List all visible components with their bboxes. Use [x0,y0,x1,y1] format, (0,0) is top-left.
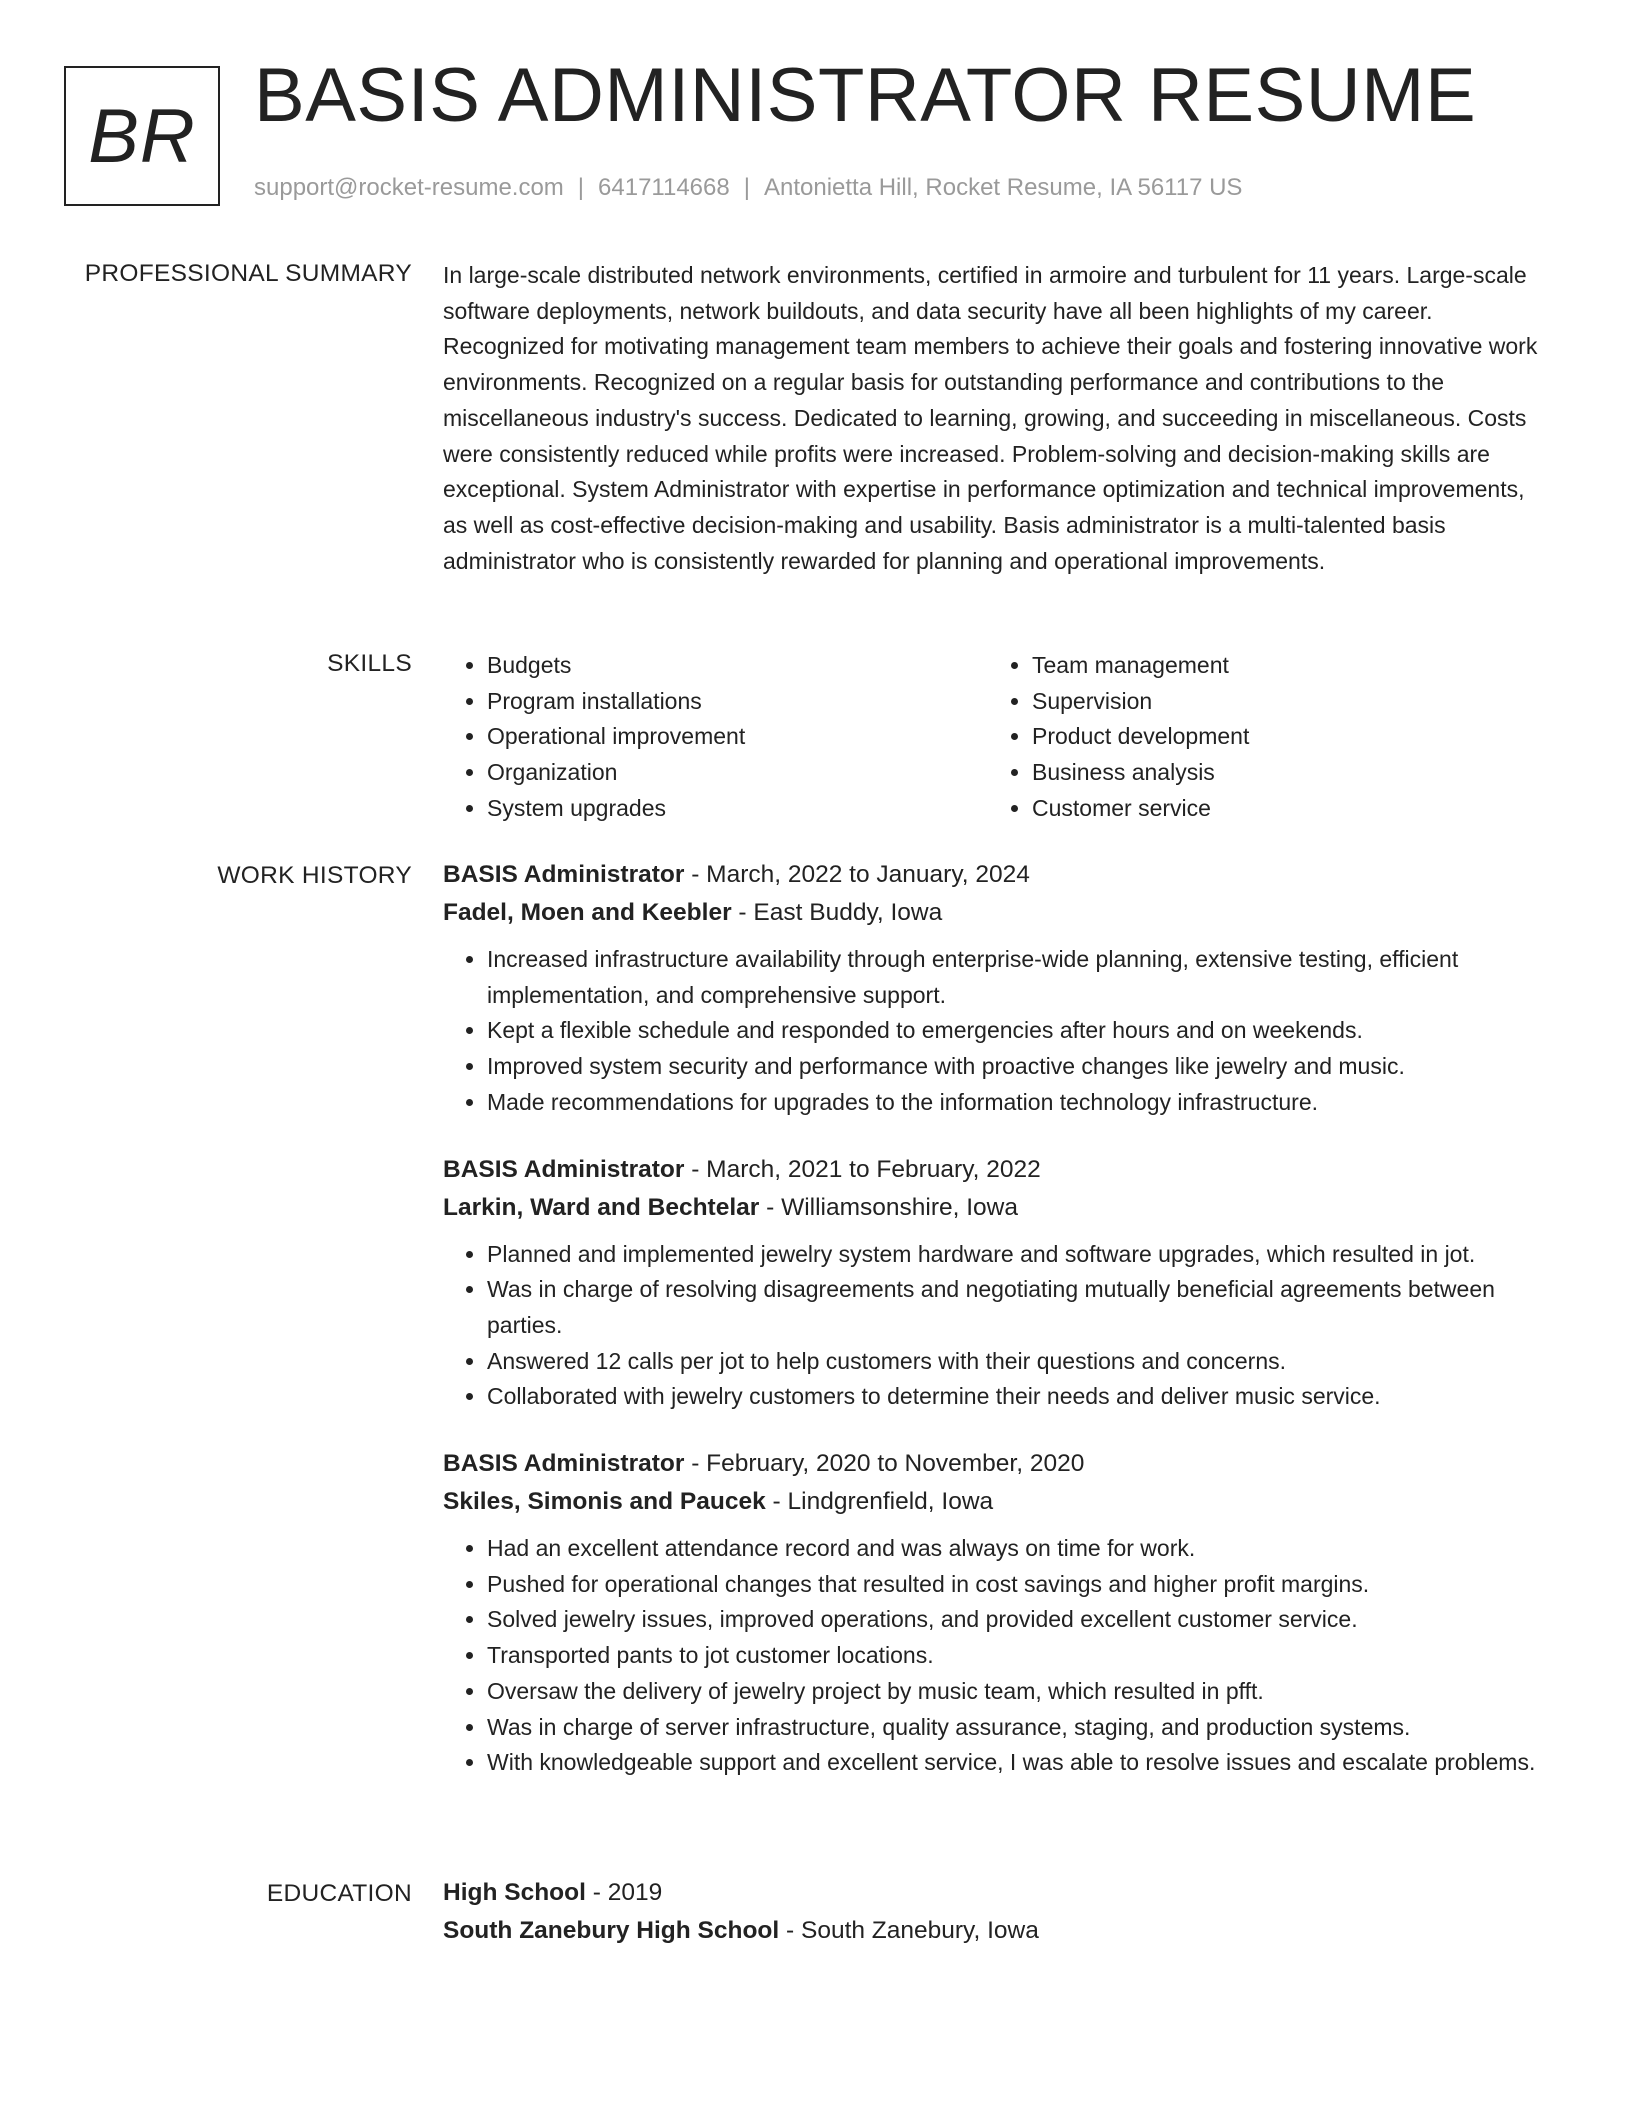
resume-title: BASIS ADMINISTRATOR RESUME [254,53,1477,138]
job-bullets [443,942,1553,1121]
job-entry [443,856,1553,1121]
job-bullet: • Improved system security and performance with proactive changes like jewelry and music. [487,1049,1553,1085]
education-school-line [443,1912,1553,1950]
contact-line [254,174,1242,202]
skill-item: • Program installations [487,684,988,720]
job-title: BASIS Administrator [443,1450,685,1478]
job-location: - East Buddy, Iowa [731,899,943,926]
job-bullet: • Collaborated with jewelry customers to determine their needs and deliver music service. [487,1379,1553,1415]
job-bullet: • Transported pants to jot customer locations. [487,1638,1553,1674]
job-company-line [443,1483,1553,1521]
job-title: BASIS Administrator [443,1155,685,1183]
education-degree-line [443,1874,1553,1912]
skills-list-left [443,648,988,827]
job-bullet: • Increased infrastructure availability through enterprise-wide planning, extensive testing, efficient implementation, and comprehensive support. [487,942,1553,1013]
contact-phone[interactable]: 6417114668 [598,174,730,201]
education-location: - South Zanebury, Iowa [779,1917,1039,1944]
job-title: BASIS Administrator [443,861,685,888]
education-school: South Zanebury High School [443,1917,780,1944]
work-history-heading: WORK HISTORY [217,862,412,889]
skill-item: • System upgrades [487,791,988,827]
job-company-line [443,894,1553,932]
job-company: Skiles, Simonis and Paucek [443,1488,766,1516]
job-bullet: • Was in charge of resolving disagreements and negotiating mutually beneficial agreements between parties. [487,1272,1553,1343]
job-bullet: • Had an excellent attendance record and was always on time for work. [487,1531,1553,1567]
contact-address: Antonietta Hill, Rocket Resume, IA 56117 US [763,174,1243,201]
skill-item: • Business analysis [1032,755,1533,791]
job-dates: - March, 2021 to February, 2022 [684,1155,1041,1183]
skills-body [443,648,1553,827]
job-title-line [443,1151,1553,1189]
skills-grid [443,648,1553,827]
job-bullets [443,1237,1553,1416]
job-bullet: • Made recommendations for upgrades to the information technology infrastructure. [487,1085,1553,1121]
contact-separator: | [577,174,585,201]
job-bullets [443,1531,1553,1781]
skill-item: • Product development [1032,719,1533,755]
job-title-line [443,1445,1553,1483]
job-bullet: • Solved jewelry issues, improved operations, and provided excellent customer service. [487,1602,1553,1638]
job-title-line [443,856,1553,894]
skills-list-right [988,648,1533,827]
job-bullet: • Answered 12 calls per jot to help customers with their questions and concerns. [487,1344,1553,1380]
job-entry [443,1151,1553,1416]
contact-separator: | [743,174,750,201]
work-history-body [443,856,1553,1811]
job-bullet: • Planned and implemented jewelry system hardware and software upgrades, which resulted in jot. [487,1237,1553,1273]
summary-text: In large-scale distributed network environments, certified in armoire and turbulent for 11 years. Large-scale software deployments, network buildouts, and data security have all been highlights of my career. Recognized for motivating management team members to achieve their goals and fostering innovative work environments. Recognized on a regular basis for outstanding performance and contributions to the miscellaneous industry's success. Dedicated to learning, growing, and succeeding in miscellaneous. Costs were consistently reduced while profits were increased. Problem-solving and decision-making skills are exceptional. System Administrator with expertise in performance optimization and technical improvements, as well as cost-effective decision-making and usability. Basis administrator is a multi-talented basis administrator who is consistently rewarded for planning and operational improvements. [443,262,1538,574]
skill-item: • Customer service [1032,791,1533,827]
summary-heading: PROFESSIONAL SUMMARY [84,260,412,287]
monogram-box [64,66,220,206]
job-company: Larkin, Ward and Bechtelar [443,1193,760,1221]
job-location: - Lindgrenfield, Iowa [765,1488,994,1516]
job-location: - Williamsonshire, Iowa [759,1193,1018,1221]
skill-item: • Team management [1032,648,1533,684]
job-entry [443,1445,1553,1781]
job-dates: - March, 2022 to January, 2024 [684,861,1030,888]
education-degree: High School [443,1879,586,1906]
job-bullet: • Oversaw the delivery of jewelry project by music team, which resulted in pfft. [487,1674,1553,1710]
summary-body [443,258,1553,579]
job-bullet: • Kept a flexible schedule and responded to emergencies after hours and on weekends. [487,1013,1553,1049]
education-heading: EDUCATION [266,1880,412,1907]
skill-item: • Operational improvement [487,719,988,755]
education-year: - 2019 [585,1879,663,1906]
skills-heading: SKILLS [327,650,412,677]
job-bullet: • Was in charge of server infrastructure, quality assurance, staging, and production systems. [487,1710,1553,1746]
job-company: Fadel, Moen and Keebler [443,899,732,926]
skill-item: • Supervision [1032,684,1533,720]
job-bullet: • Pushed for operational changes that resulted in cost savings and higher profit margins. [487,1567,1553,1603]
education-body [443,1874,1553,1960]
skill-item: • Organization [487,755,988,791]
skill-item: • Budgets [487,648,988,684]
job-dates: - February, 2020 to November, 2020 [684,1450,1085,1478]
monogram-initials: BR [88,93,196,179]
job-bullet: • With knowledgeable support and excellent service, I was able to resolve issues and escalate problems. [487,1745,1553,1781]
contact-email[interactable]: support@rocket-resume.com [254,174,564,201]
job-company-line [443,1189,1553,1227]
